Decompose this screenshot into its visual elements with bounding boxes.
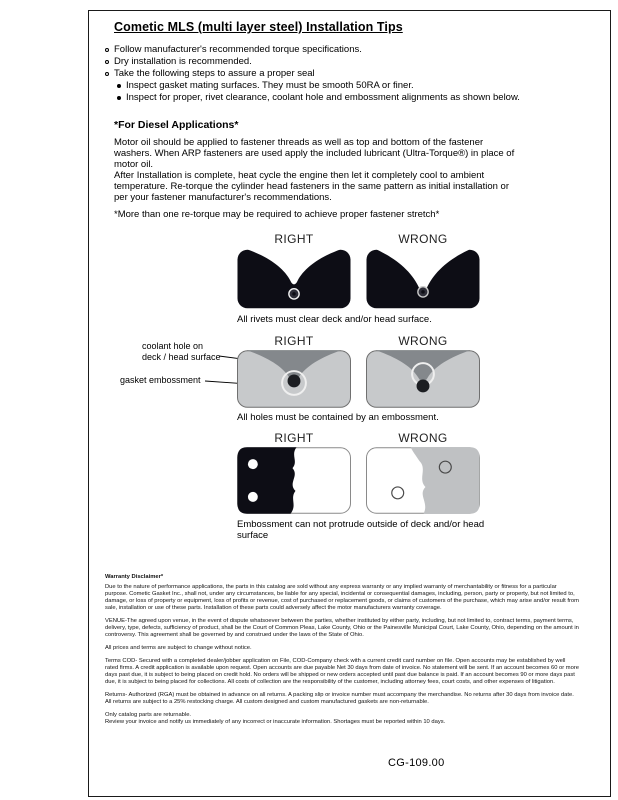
list-item — [117, 92, 585, 104]
list-item — [117, 80, 585, 92]
figure-caption-embossment: Embossment can not protrude outside of deck and/or head surface — [237, 519, 485, 541]
warranty-disclaimer — [105, 574, 579, 726]
annotation-coolant-hole: coolant hole on deck / head surface — [142, 341, 221, 362]
circle-bullet-icon — [105, 72, 109, 76]
diesel-heading: *For Diesel Applications* — [114, 119, 239, 131]
diesel-paragraph-2: After Installation is complete, heat cycle the engine then let it completely cool to ambient temperature. Re-torque the cylinder head fasteners in the same pattern as initial installation or per your fastener manufacturer's recommendations. — [114, 170, 509, 203]
diesel-paragraph-1: Motor oil should be applied to fastener threads as well as top and bottom of the fastener washers. When ARP fasteners are used apply the included lubricant (Ultra-Torque®) in place of motor oil. — [114, 137, 515, 170]
figure-coolant-right — [237, 350, 351, 408]
tip-text: Take the following steps to assure a proper seal — [114, 68, 315, 79]
figure-caption-rivets: All rivets must clear deck and/or head surface. — [237, 314, 432, 325]
warranty-paragraph: Terms COD- Secured with a completed dealer/jobber application on File, COD-Company check with a current credit card number on file. Open accounts may be established by well rated firms. A credit application is available upon request. Open accounts are due payable Net 30 days from date of invoice. No statement will be sent. If an account becomes 60 or more days past due, it is subject to being placed on credit hold. No orders will be shipped or new orders accepted until past due balance is paid. If an account becomes 90 or more days past due, it is subject to being placed for collections. All costs of collection are the responsibility of the customer, including attorney fees, court costs, and other expenses of litigation. — [105, 658, 579, 685]
warranty-footnote: Only catalog parts are returnable. — [105, 712, 192, 718]
list-item — [105, 44, 585, 56]
circle-bullet-icon — [105, 60, 109, 64]
list-item — [105, 68, 585, 80]
sub-tip-text: Inspect gasket mating surfaces. They must be smooth 50RA or finer. — [126, 80, 414, 91]
warranty-paragraph: VENUE-The agreed upon venue, in the event of dispute whatsoever between the parties, whether instituted by either party, including, but not limited to, contract terms, payment terms, delivery, type, defects, sufficiency of product, shall be the Court of Common Pleas, Lake County, Ohio or the Painesville Municipal Court, Lake County, Ohio, depending on the amount in controversy. This agreement shall be governed by and construed under the laws of the State of Ohio. — [105, 618, 579, 638]
figure-embossment-wrong — [366, 447, 480, 514]
circle-bullet-icon — [105, 48, 109, 52]
warranty-footnote: Review your invoice and notify us immediately of any incorrect or inaccurate information. Shortages must be reported within 10 days. — [105, 719, 446, 725]
tips-list — [105, 44, 585, 104]
list-item — [105, 56, 585, 68]
warranty-paragraph: Due to the nature of performance applications, the parts in this catalog are sold without any express warranty or any implied warranty of merchantability or fitness for a particular purpose. Cometic Gasket Inc., shall not, under any circumstances, be liable for any special, incidental or consequential damages, including, person, party or property, but not limited to, damage, or loss of property or equipment, loss of profits or revenue, cost of purchased or replacement goods, or claims of customers of the purchase, which may arise and/or result from sale, installation or use of these parts. Installation of these parts could adversely affect the motor manufacturers warranty coverage. — [105, 584, 579, 611]
tip-text: Dry installation is recommended. — [114, 56, 252, 67]
figure-rivet-right — [237, 249, 351, 309]
disc-bullet-icon — [117, 84, 121, 88]
figure-coolant-wrong — [366, 350, 480, 408]
retorque-note: *More than one re-torque may be required to achieve proper fastener stretch* — [114, 209, 440, 220]
figure-caption-holes: All holes must be contained by an embossment. — [237, 412, 439, 423]
wrong-label-row3: WRONG — [398, 431, 448, 445]
wrong-label-row2: WRONG — [398, 334, 448, 348]
tip-text: Follow manufacturer's recommended torque specifications. — [114, 44, 362, 55]
warranty-paragraph: Returns- Authorized (RGA) must be obtained in advance on all returns. A packing slip or invoice number must accompany the merchandise. No returns after 30 days from invoice date. All returns are subject to a 25% restocking charge. All custom designed and custom manufactured gaskets are non-returnable. — [105, 692, 574, 705]
figure-rivet-wrong — [366, 249, 480, 309]
page-title: Cometic MLS (multi layer steel) Installation Tips — [114, 20, 403, 34]
disc-bullet-icon — [117, 96, 121, 100]
annotation-gasket-embossment: gasket embossment — [120, 375, 201, 385]
sub-tip-text: Inspect for proper, rivet clearance, coolant hole and embossment alignments as shown below. — [126, 92, 520, 103]
figure-embossment-right — [237, 447, 351, 514]
right-label-row2: RIGHT — [274, 334, 314, 348]
warranty-paragraph: All prices and terms are subject to change without notice. — [105, 645, 252, 651]
wrong-label-row1: WRONG — [398, 232, 448, 246]
page-code: CG-109.00 — [388, 757, 445, 769]
right-label-row3: RIGHT — [274, 431, 314, 445]
right-label-row1: RIGHT — [274, 232, 314, 246]
warranty-heading: Warranty Disclaimer* — [105, 574, 164, 580]
